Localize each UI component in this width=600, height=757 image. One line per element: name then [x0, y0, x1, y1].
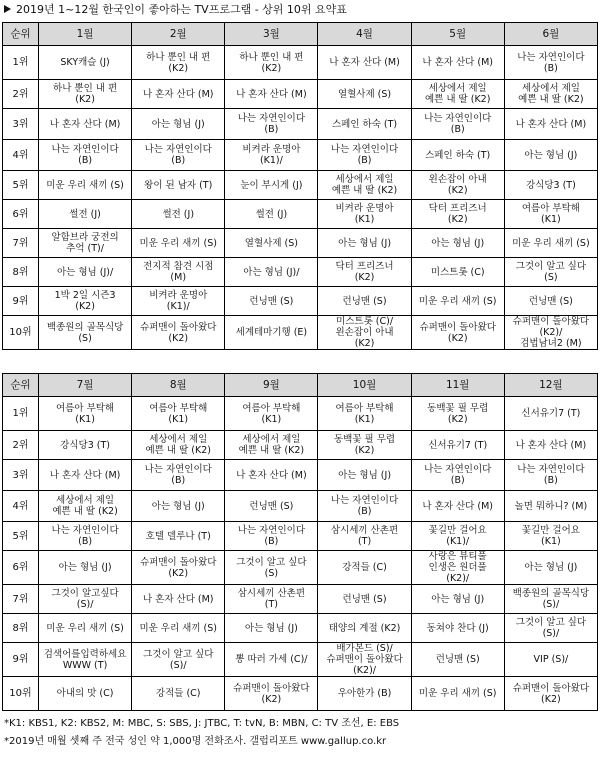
program-cell: 삼시세끼 산촌편 (T) — [225, 585, 318, 614]
table-row — [3, 287, 598, 316]
program-cell: 강식당3 (T) — [504, 171, 597, 200]
program-cell: 미운 우리 새끼 (S) — [411, 287, 504, 316]
table-row — [3, 677, 598, 711]
table-row — [3, 522, 598, 551]
table-row — [3, 258, 598, 287]
table-row — [3, 460, 598, 491]
program-cell: VIP (S)/ — [504, 643, 597, 677]
rank-cell: 1위 — [3, 397, 39, 431]
program-cell: 썰전 (J) — [225, 200, 318, 229]
program-cell: 썰전 (J) — [39, 200, 132, 229]
program-cell: 아는 형님 (J)/ — [39, 258, 132, 287]
program-cell: 검색어를입력하세요 WWW (T) — [39, 643, 132, 677]
program-cell: 나는 자연인이다 (B) — [411, 109, 504, 140]
month-header: 10월 — [318, 374, 411, 397]
program-cell: 세상에서 제일 예쁜 내 딸 (K2) — [504, 80, 597, 109]
program-cell: 썰전 (J) — [132, 200, 225, 229]
program-cell: 나 혼자 산다 (M) — [132, 585, 225, 614]
rank-cell: 1위 — [3, 46, 39, 80]
rank-cell: 6위 — [3, 200, 39, 229]
program-cell: 백종원의 골목식당 (S)/ — [504, 585, 597, 614]
program-cell: 1박 2일 시즌3 (K2) — [39, 287, 132, 316]
table-row — [3, 80, 598, 109]
rank-cell: 3위 — [3, 109, 39, 140]
program-cell: 나는 자연인이다 (B) — [132, 140, 225, 171]
rank-cell: 8위 — [3, 258, 39, 287]
program-cell: 나는 자연인이다 (B) — [318, 491, 411, 522]
program-cell: 아는 형님 (J) — [318, 460, 411, 491]
program-cell: 세상에서 제일 예쁜 내 딸 (K2) — [39, 491, 132, 522]
program-cell: 나는 자연인이다 (B) — [504, 46, 597, 80]
program-cell: 열혈사제 (S) — [318, 80, 411, 109]
table-row — [3, 397, 598, 431]
program-cell: 아는 형님 (J) — [318, 229, 411, 258]
month-header: 12월 — [504, 374, 597, 397]
table-row — [3, 316, 598, 350]
program-cell: 나 혼자 산다 (M) — [225, 460, 318, 491]
rank-cell: 7위 — [3, 229, 39, 258]
rank-cell: 3위 — [3, 460, 39, 491]
program-cell: 뽕 따러 가세 (C)/ — [225, 643, 318, 677]
program-cell: 나는 자연인이다 (B) — [39, 140, 132, 171]
program-cell: 나는 자연인이다 (B) — [318, 140, 411, 171]
rank-cell: 5위 — [3, 522, 39, 551]
program-cell: 나 혼자 산다 (M) — [225, 80, 318, 109]
program-cell: 나는 자연인이다 (B) — [504, 460, 597, 491]
month-header: 7월 — [39, 374, 132, 397]
program-cell: 아는 형님 (J) — [132, 109, 225, 140]
rank-cell: 2위 — [3, 80, 39, 109]
program-cell: 그것이 알고 싶다 (S) — [504, 258, 597, 287]
program-cell: 슈퍼맨이 돌아왔다 (K2)/ 검법남녀2 (M) — [504, 316, 597, 350]
program-cell: 여름아 부탁해 (K1) — [318, 397, 411, 431]
program-cell: 런닝맨 (S) — [318, 585, 411, 614]
program-cell: 런닝맨 (S) — [318, 287, 411, 316]
program-cell: 열혈사제 (S) — [225, 229, 318, 258]
program-cell: 신서유기7 (T) — [411, 431, 504, 460]
program-cell: 미운 우리 새끼 (S) — [504, 229, 597, 258]
program-cell: 세상에서 제일 예쁜 내 딸 (K2) — [225, 431, 318, 460]
table-row — [3, 551, 598, 585]
program-cell: 하나 뿐인 내 편 (K2) — [225, 46, 318, 80]
program-cell: 강식당3 (T) — [39, 431, 132, 460]
program-cell: 런닝맨 (S) — [411, 643, 504, 677]
rank-cell: 9위 — [3, 643, 39, 677]
program-cell: 미운 우리 새끼 (S) — [132, 614, 225, 643]
program-cell: 세계테마기행 (E) — [225, 316, 318, 350]
survey-source-note: *2019년 매월 셋째 주 전국 성인 약 1,000명 전화조사. 갤럽리포트 www.gallup.co.kr — [4, 736, 387, 747]
document-title — [4, 2, 347, 18]
triangle-bullet-icon — [4, 5, 11, 13]
program-cell: 런닝맨 (S) — [225, 491, 318, 522]
rank-cell: 10위 — [3, 316, 39, 350]
program-cell: 여름아 부탁해 (K1) — [39, 397, 132, 431]
program-cell: 아는 형님 (J) — [411, 585, 504, 614]
program-cell: 미스트롯 (C) — [411, 258, 504, 287]
program-cell: 닥터 프리즈너 (K2) — [411, 200, 504, 229]
program-cell: 슈퍼맨이 돌아왔다 (K2) — [132, 551, 225, 585]
table-jan-jun — [2, 22, 598, 350]
month-header: 5월 — [411, 23, 504, 46]
program-cell: 런닝맨 (S) — [225, 287, 318, 316]
program-cell: 신서유기7 (T) — [504, 397, 597, 431]
program-cell: 아는 형님 (J) — [504, 551, 597, 585]
program-cell: 동백꽃 필 무렵 (K2) — [411, 397, 504, 431]
program-cell: 아는 형님 (J) — [39, 551, 132, 585]
program-cell: 동백꽃 필 무렵 (K2) — [318, 431, 411, 460]
program-cell: 미운 우리 새끼 (S) — [411, 677, 504, 711]
rank-cell: 6위 — [3, 551, 39, 585]
program-cell: 미스트롯 (C)/ 왼손잡이 아내 (K2) — [318, 316, 411, 350]
table-row — [3, 46, 598, 80]
program-cell: 왕이 된 남자 (T) — [132, 171, 225, 200]
program-cell: 미운 우리 새끼 (S) — [39, 171, 132, 200]
program-cell: 하나 뿐인 내 편 (K2) — [132, 46, 225, 80]
program-cell: 비켜라 운명아 (K1) — [318, 200, 411, 229]
program-cell: 아는 형님 (J) — [411, 229, 504, 258]
program-cell: 사랑은 뷰티풀 인생은 원더풀 (K2)/ — [411, 551, 504, 585]
program-cell: 나는 자연인이다 (B) — [411, 460, 504, 491]
program-cell: 호텔 델루나 (T) — [132, 522, 225, 551]
program-cell: 여름아 부탁해 (K1) — [225, 397, 318, 431]
program-cell: 꽃길만 걸어요 (K1) — [504, 522, 597, 551]
program-cell: 눈이 부시게 (J) — [225, 171, 318, 200]
table-row — [3, 643, 598, 677]
program-cell: 나 혼자 산다 (M) — [411, 491, 504, 522]
program-cell: 나는 자연인이다 (B) — [132, 460, 225, 491]
table-row — [3, 140, 598, 171]
program-cell: 배가본드 (S)/ 슈퍼맨이 돌아왔다 (K2)/ — [318, 643, 411, 677]
month-header: 6월 — [504, 23, 597, 46]
rank-cell: 5위 — [3, 171, 39, 200]
program-cell: 삼시세끼 산촌편 (T) — [318, 522, 411, 551]
table-row — [3, 431, 598, 460]
program-cell: 비켜라 운명아 (K1)/ — [132, 287, 225, 316]
program-cell: 놀면 뭐하니? (M) — [504, 491, 597, 522]
program-cell: 우아한가 (B) — [318, 677, 411, 711]
rank-header: 순위 — [3, 374, 39, 397]
rank-cell: 9위 — [3, 287, 39, 316]
program-cell: 아는 형님 (J) — [132, 491, 225, 522]
program-cell: 세상에서 제일 예쁜 내 딸 (K2) — [132, 431, 225, 460]
program-cell: 동쳐야 찬다 (J) — [411, 614, 504, 643]
program-cell: 아내의 맛 (C) — [39, 677, 132, 711]
program-cell: 그것이 알고 싶다 (S)/ — [504, 614, 597, 643]
table-row — [3, 109, 598, 140]
program-cell: 아는 형님 (J) — [225, 614, 318, 643]
rank-header: 순위 — [3, 23, 39, 46]
program-cell: 스페인 하숙 (T) — [411, 140, 504, 171]
program-cell: 강적들 (C) — [132, 677, 225, 711]
program-cell: SKY캐슬 (J) — [39, 46, 132, 80]
table-row — [3, 171, 598, 200]
program-cell: 나는 자연인이다 (B) — [39, 522, 132, 551]
table-row — [3, 585, 598, 614]
header-row — [3, 374, 598, 397]
program-cell: 나 혼자 산다 (M) — [39, 460, 132, 491]
program-cell: 슈퍼맨이 돌아왔다 (K2) — [411, 316, 504, 350]
program-cell: 나는 자연인이다 (B) — [225, 522, 318, 551]
program-cell: 나 혼자 산다 (M) — [504, 431, 597, 460]
program-cell: 백종원의 골목식당 (S) — [39, 316, 132, 350]
program-cell: 여름아 부탁해 (K1) — [504, 200, 597, 229]
program-cell: 나 혼자 산다 (M) — [39, 109, 132, 140]
program-cell: 런닝맨 (S) — [504, 287, 597, 316]
program-cell: 슈퍼맨이 돌아왔다 (K2) — [504, 677, 597, 711]
program-cell: 그것이 알고 싶다 (S)/ — [132, 643, 225, 677]
program-cell: 나 혼자 산다 (M) — [132, 80, 225, 109]
program-cell: 꽃길만 걸어요 (K1)/ — [411, 522, 504, 551]
program-cell: 세상에서 제일 예쁜 내 딸 (K2) — [318, 171, 411, 200]
rank-cell: 4위 — [3, 140, 39, 171]
program-cell: 나 혼자 산다 (M) — [318, 46, 411, 80]
rank-cell: 7위 — [3, 585, 39, 614]
rank-cell: 4위 — [3, 491, 39, 522]
program-cell: 강적들 (C) — [318, 551, 411, 585]
program-cell: 나 혼자 산다 (M) — [411, 46, 504, 80]
program-cell: 미운 우리 새끼 (S) — [39, 614, 132, 643]
month-header: 1월 — [39, 23, 132, 46]
rank-cell: 10위 — [3, 677, 39, 711]
program-cell: 왼손잡이 아내 (K2) — [411, 171, 504, 200]
month-header: 2월 — [132, 23, 225, 46]
table-row — [3, 200, 598, 229]
program-cell: 슈퍼맨이 돌아왔다 (K2) — [225, 677, 318, 711]
program-cell: 그것이 알고 싶다 (S) — [225, 551, 318, 585]
month-header: 4월 — [318, 23, 411, 46]
title-text: 2019년 1~12월 한국인이 좋아하는 TV프로그램 - 상위 10위 요약표 — [16, 3, 347, 16]
rank-cell: 8위 — [3, 614, 39, 643]
program-cell: 나 혼자 산다 (M) — [504, 109, 597, 140]
program-cell: 전지적 참견 시점 (M) — [132, 258, 225, 287]
month-header: 11월 — [411, 374, 504, 397]
table-jul-dec — [2, 373, 598, 711]
program-cell: 태양의 계절 (K2) — [318, 614, 411, 643]
program-cell: 비켜라 운명아 (K1)/ — [225, 140, 318, 171]
program-cell: 알함브라 궁전의 추억 (T)/ — [39, 229, 132, 258]
program-cell: 나는 자연인이다 (B) — [225, 109, 318, 140]
program-cell: 슈퍼맨이 돌아왔다 (K2) — [132, 316, 225, 350]
program-cell: 세상에서 제일 예쁜 내 딸 (K2) — [411, 80, 504, 109]
program-cell: 하나 뿐인 내 편 (K2) — [39, 80, 132, 109]
table-row — [3, 229, 598, 258]
broadcaster-legend: *K1: KBS1, K2: KBS2, M: MBC, S: SBS, J: JTBC, T: tvN, B: MBN, C: TV 조선, E: EBS — [4, 718, 400, 729]
month-header: 9월 — [225, 374, 318, 397]
month-header: 8월 — [132, 374, 225, 397]
header-row — [3, 23, 598, 46]
program-cell: 미운 우리 새끼 (S) — [132, 229, 225, 258]
program-cell: 닥터 프리즈너 (K2) — [318, 258, 411, 287]
program-cell: 그것이 알고싶다 (S)/ — [39, 585, 132, 614]
table-row — [3, 491, 598, 522]
rank-cell: 2위 — [3, 431, 39, 460]
program-cell: 아는 형님 (J) — [504, 140, 597, 171]
program-cell: 여름아 부탁해 (K1) — [132, 397, 225, 431]
table-row — [3, 614, 598, 643]
month-header: 3월 — [225, 23, 318, 46]
program-cell: 스페인 하숙 (T) — [318, 109, 411, 140]
program-cell: 아는 형님 (J)/ — [225, 258, 318, 287]
